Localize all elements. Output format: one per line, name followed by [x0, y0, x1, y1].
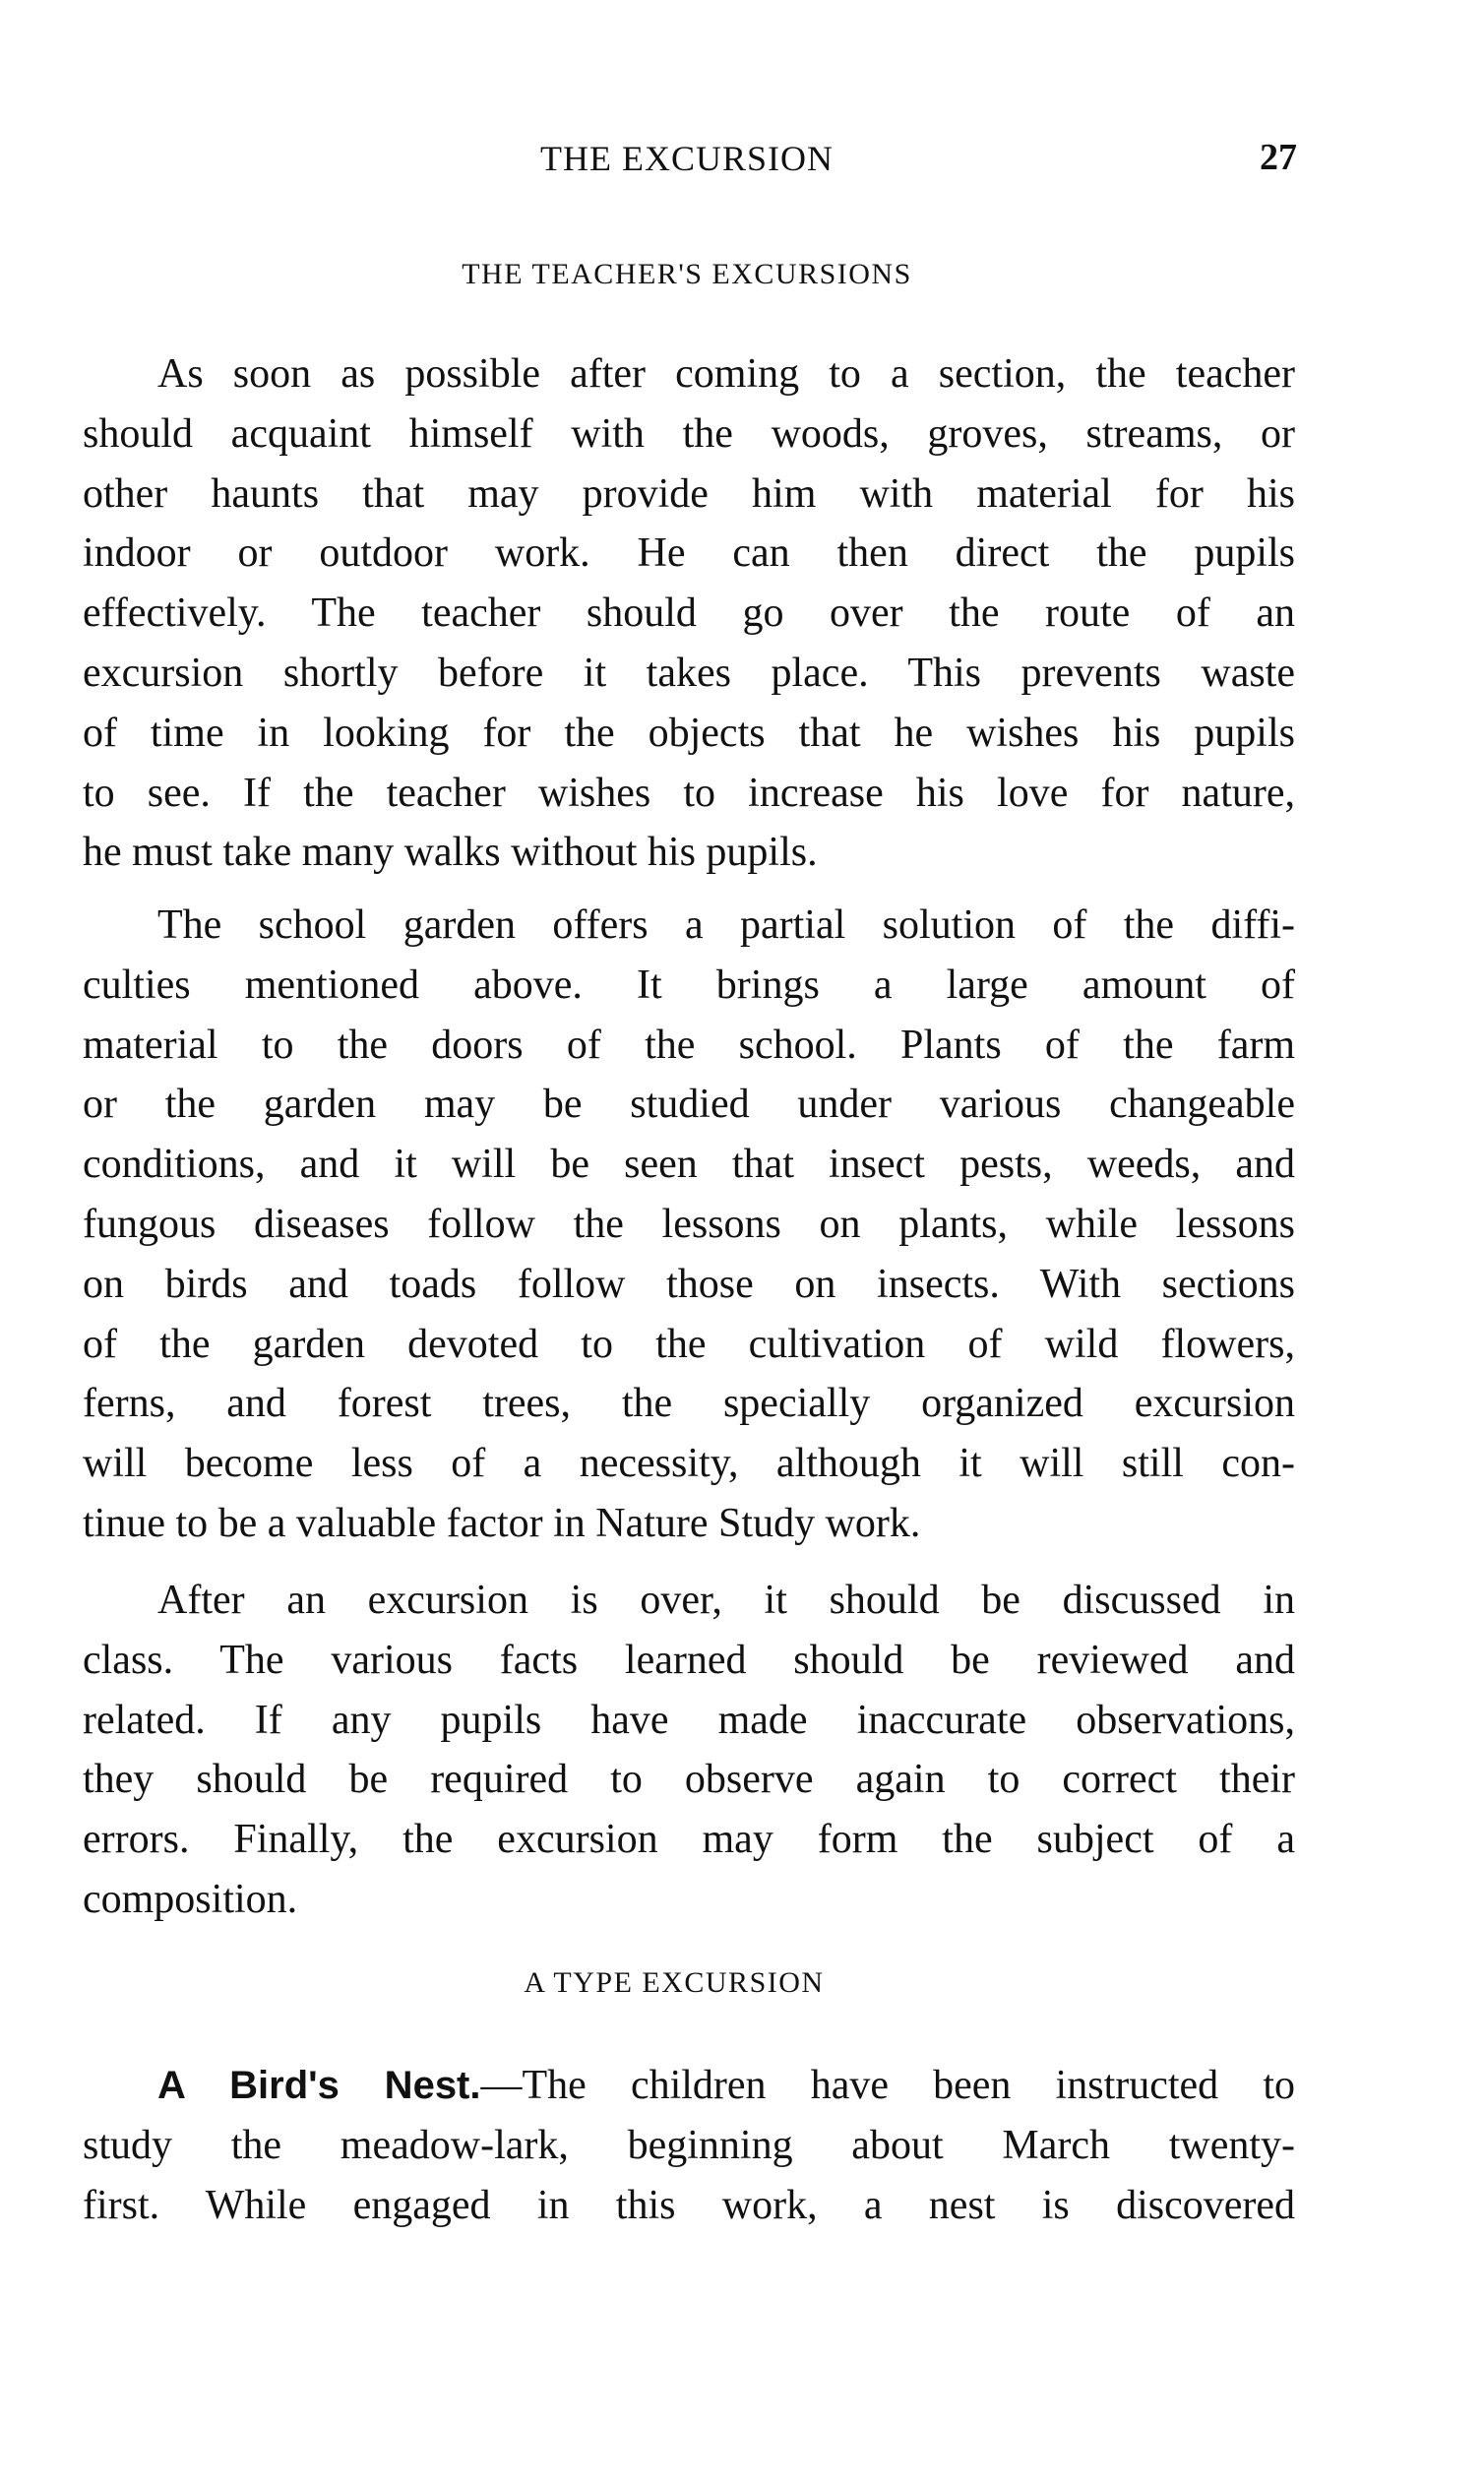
text-line: of time in looking for the objects that he wishes his pupils — [83, 710, 1295, 756]
text-line: they should be required to observe again to correct their — [83, 1757, 1295, 1803]
text-line: related. If any pupils have made inaccurate observations, — [83, 1697, 1295, 1743]
text-line: fungous diseases follow the lessons on plants, while lessons — [83, 1201, 1295, 1247]
text-line: will become less of a necessity, although it will still con- — [83, 1441, 1295, 1487]
page-number: 27 — [1260, 137, 1297, 178]
text-line: he must take many walks without his pupils. — [83, 830, 818, 876]
paragraph-birds-nest — [83, 2056, 1295, 2235]
text-line: of the garden devoted to the cultivation of wild flowers, — [83, 1321, 1295, 1367]
text-line: on birds and toads follow those on insects. With sections — [83, 1261, 1295, 1307]
text-line: composition. — [83, 1876, 298, 1922]
text-line: errors. Finally, the excursion may form the subject of a — [83, 1817, 1295, 1863]
text-line: indoor or outdoor work. He can then direct the pupils — [83, 530, 1295, 577]
text-line: or the garden may be studied under various changeable — [83, 1082, 1295, 1128]
run-in-heading: A Bird's Nest. — [157, 2064, 481, 2107]
text-line: material to the doors of the school. Plants of the farm — [83, 1022, 1295, 1068]
text-line: should acquaint himself with the woods, groves, streams, or — [83, 410, 1295, 457]
text-line: culties mentioned above. It brings a large amount of — [83, 962, 1295, 1008]
section-heading-teachers-excursions: THE TEACHER'S EXCURSIONS — [462, 258, 912, 290]
paragraph-school-garden — [83, 896, 1295, 1554]
line-text: —The children have been instructed to — [480, 2063, 1295, 2108]
text-line: effectively. The teacher should go over the route of an — [83, 590, 1295, 637]
text-line: class. The various facts learned should be reviewed and — [83, 1637, 1295, 1683]
text-line: first. While engaged in this work, a nest is discovered — [83, 2182, 1295, 2228]
text-line: excursion shortly before it takes place. This prevents waste — [83, 650, 1295, 696]
text-line: to see. If the teacher wishes to increase his love for nature, — [83, 770, 1295, 816]
text-line: study the meadow-lark, beginning about March twenty- — [83, 2122, 1295, 2168]
text-line: tinue to be a valuable factor in Nature Study work. — [83, 1500, 921, 1546]
text-line: conditions, and it will be seen that insect pests, weeds, and — [83, 1142, 1295, 1188]
text-line: After an excursion is over, it should be discussed in — [157, 1578, 1295, 1623]
text-line: The school garden offers a partial solution of the diffi- — [157, 902, 1295, 948]
paragraph-after-excursion — [83, 1571, 1295, 1930]
text-line: As soon as possible after coming to a section, the teacher — [157, 351, 1295, 397]
running-head-title: THE EXCURSION — [540, 139, 834, 178]
section-heading-type-excursion: A TYPE EXCURSION — [524, 1966, 825, 1999]
text-line: other haunts that may provide him with material for his — [83, 470, 1295, 517]
text-line: ferns, and forest trees, the specially organized excursion — [83, 1381, 1295, 1427]
text-line — [83, 2056, 1295, 2116]
paragraph-teachers-excursions — [83, 344, 1295, 883]
